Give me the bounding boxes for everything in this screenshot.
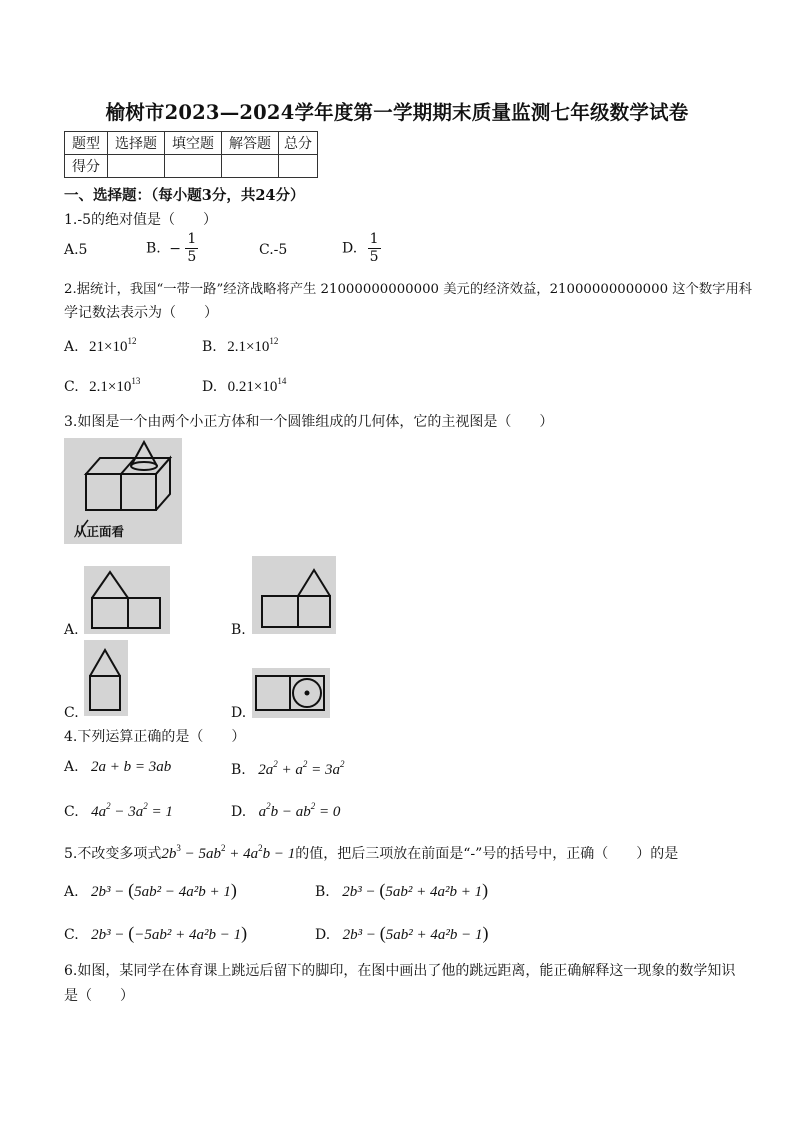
score-table [64,131,318,178]
q1-option-d-label: D. [342,240,358,257]
q1-option-b [146,231,198,266]
q1-option-b-denominator: 5 [187,249,197,265]
q4-option-b-exp2: 2 [302,759,308,769]
q2-option-b-base: 2.1×10 [227,339,270,355]
q2-option-b [202,336,278,356]
q3-option-d-label: D. [231,705,247,721]
q5-stem-post: 的值，把后三项放在前面是“-”号的括号中，正确（ ）的是 [295,846,679,862]
q3-option-b-label: B. [231,622,246,638]
q3-option-a-drawing [84,566,170,634]
q2-option-d-label: D. [202,379,218,395]
q1-option-d-fraction [368,231,381,266]
q5-option-c: C. 2b³ − (−5ab² + 4a²b − 1) [64,923,248,943]
q2-option-d [202,376,286,396]
q2-stem-line1: 2.据统计，我国“一带一路”经济战略将产生 21000000000000 美元的经济效益，21000000000000 这个数字用科 [64,282,753,297]
q4-option-d-part3: = 0 [315,804,341,820]
q3-option-b-figure[interactable] [252,556,336,634]
q5-poly-part3: + 4a [225,846,259,862]
q4-option-b-exp3: 2 [339,759,345,769]
q1-option-a: A.5 [64,242,88,258]
q1-option-d-numerator: 1 [369,231,379,247]
q5-option-c-label: C. [64,927,79,943]
q4-option-a-label: A. [64,759,79,775]
score-cell-solve[interactable] [222,155,279,178]
q4-option-c-part3: = 1 [147,804,173,820]
q2-option-d-base: 0.21×10 [227,379,278,395]
q2-option-b-label: B. [202,339,217,355]
q4-option-d-label: D. [231,804,247,820]
q1-stem: 1.-5的绝对值是（ ） [64,212,217,228]
q5-option-b-lead: 2b³ − [342,884,380,900]
q2-option-a-exp: 12 [127,336,137,346]
section-heading: 一、选择题：（每小题3分，共24分） [64,187,305,204]
q2-option-a [64,336,136,356]
q3-option-c-drawing [84,640,128,716]
q5-option-d: D. 2b³ − (5ab² + 4a²b − 1) [315,923,489,943]
q2-option-d-exp: 14 [277,376,287,386]
q5-option-c-lead: 2b³ − [91,927,129,943]
q1-option-d-denominator: 5 [369,249,379,265]
score-header-fill: 填空题 [165,132,222,155]
q3-option-d-figure[interactable] [252,668,330,718]
q3-option-d-drawing [252,668,330,718]
score-table-header-row [65,132,318,155]
q4-option-a [64,759,171,776]
q5-option-c-inner: −5ab² + 4a²b − 1 [134,927,242,943]
q4-option-d-part2: b − ab [270,804,311,820]
score-cell-total[interactable] [279,155,318,178]
score-cell-fill[interactable] [165,155,222,178]
q1-option-d [342,231,381,266]
q2-option-b-exp: 12 [269,336,279,346]
q4-option-b-part2: + a [277,762,303,778]
score-header-choice: 选择题 [108,132,165,155]
q4-option-b-part1: 2a [258,762,274,778]
q4-option-c-label: C. [64,804,79,820]
q2-option-c-label: C. [64,379,79,395]
q5-option-b: B. 2b³ − (5ab² + 4a²b + 1) [315,880,489,900]
q5-option-a-lead: 2b³ − [91,884,129,900]
q4-option-c-part2: − 3a [110,804,144,820]
q3-option-a-figure[interactable] [84,566,170,634]
q4-option-c-exp2: 2 [143,801,148,811]
q4-option-b-label: B. [231,762,246,778]
q5-poly-part1: 2b [161,846,177,862]
score-row-label: 得分 [65,155,108,178]
q2-option-c-exp: 13 [131,376,141,386]
q1-option-b-sign: − [169,240,181,257]
q2-option-c-base: 2.1×10 [89,379,132,395]
q2-option-a-label: A. [64,339,79,355]
q5-option-b-label: B. [315,884,330,900]
q5-option-a-label: A. [64,884,79,900]
q3-option-b-drawing [252,556,336,634]
q4-option-c-part1: 4a [91,804,107,820]
q3-solid-figure [64,438,182,544]
q5-option-b-inner: 5ab² + 4a²b + 1 [385,884,483,900]
q3-option-a-label: A. [64,622,79,638]
exam-title: 榆树市2023—2024学年度第一学期期末质量监测七年级数学试卷 [105,101,689,124]
q4-option-b [231,759,344,779]
q3-option-c-label: C. [64,705,79,721]
q5-stem: 5.不改变多项式$2b^3 - 5ab^2 + 4a^2b - 1$的值，把后三项放在前面是“-”号的括号中，正确（ ）的是 [64,843,679,862]
score-header-solve: 解答题 [222,132,279,155]
q5-option-a-inner: 5ab² − 4a²b + 1 [134,884,231,900]
q2-stem-line2: 学记数法表示为（ ） [64,305,218,321]
q4-option-d-exp2: 2 [310,801,316,811]
q4-stem: 4.下列运算正确的是（ ） [64,729,246,745]
q2-option-a-base: 21×10 [89,339,128,355]
q2-option-c [64,376,140,396]
q4-option-c-exp1: 2 [106,801,111,811]
q4-option-b-part3: = 3a [307,762,340,778]
q4-option-d-exp1: 2 [266,801,271,811]
q5-option-a: A. 2b³ − (5ab² − 4a²b + 1) [64,880,237,900]
score-header-total: 总分 [279,132,318,155]
q4-option-b-exp1: 2 [273,759,278,769]
q5-stem-pre: 5.不改变多项式 [64,846,162,862]
q3-figure-caption: 从正面看 [74,524,125,539]
score-table-score-row [65,155,318,178]
q6-stem-line2: 是（ ） [64,988,134,1004]
q1-option-c: C.-5 [259,242,288,258]
q3-stem: 3.如图是一个由两个小正方体和一个圆锥组成的几何体，它的主视图是（ ） [64,414,554,430]
q4-option-a-expr: 2a + b = 3ab [91,759,172,775]
q5-poly-part4: b − 1 [262,846,296,862]
score-cell-choice[interactable] [108,155,165,178]
q1-option-b-fraction [185,231,198,266]
q4-option-d [231,801,340,821]
q6-stem-line1: 6.如图，某同学在体育课上跳远后留下的脚印，在图中画出了他的跳远距离，能正确解释这一现象的数学知识 [64,963,736,979]
q5-option-d-inner: 5ab² + 4a²b − 1 [385,927,483,943]
q3-option-c-figure[interactable] [84,640,128,716]
q4-option-d-part1: a [258,804,267,820]
q1-option-b-numerator: 1 [187,231,197,247]
q1-option-b-label: B. [146,240,161,257]
q5-option-d-lead: 2b³ − [342,927,380,943]
q5-poly-part2: − 5ab [180,846,221,862]
q5-option-d-label: D. [315,927,331,943]
score-header-type: 题型 [65,132,108,155]
q4-option-c [64,801,173,821]
